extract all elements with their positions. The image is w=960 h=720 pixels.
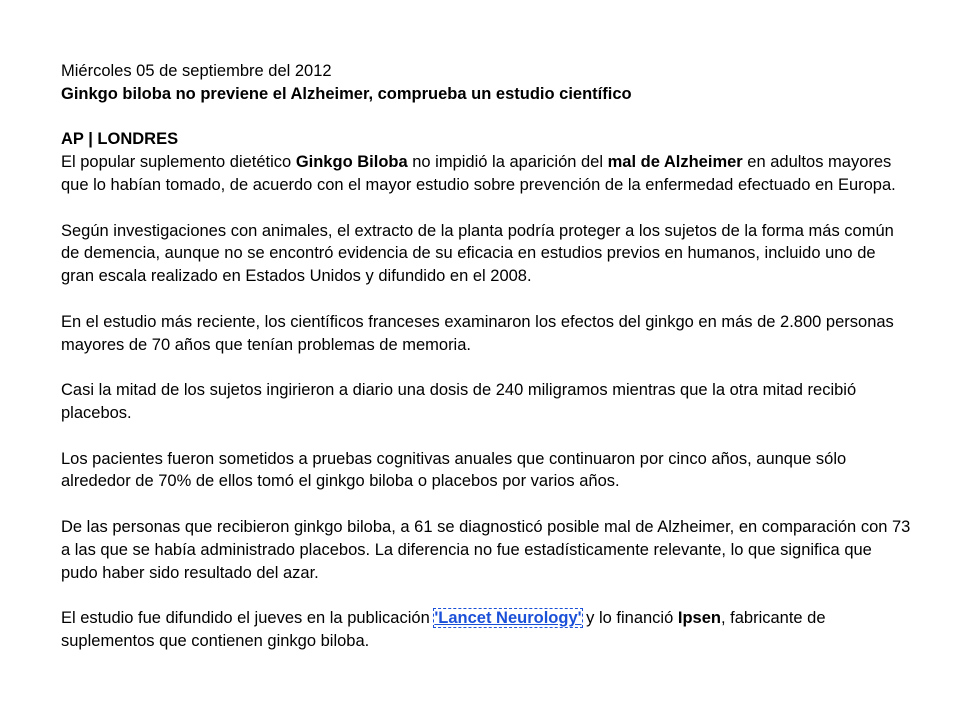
- paragraph-7: [61, 607, 911, 653]
- paragraph-3: En el estudio más reciente, los científicos franceses examinaron los efectos del ginkgo en más de 2.800 personas mayores de 70 años que tenían problemas de memoria.: [61, 312, 894, 354]
- p1-text-2: no impidió la aparición del: [407, 153, 608, 172]
- article: [61, 60, 911, 653]
- p7-text-3: , fabricante de suplementos que contienen ginkgo biloba.: [61, 609, 826, 650]
- paragraph-1: [61, 151, 911, 197]
- p7-text-1: El estudio fue difundido el jueves en la publicación: [61, 609, 435, 628]
- paragraph-4: Casi la mitad de los sujetos ingirieron a diario una dosis de 240 miligramos mientras que la otra mitad recibió placebos.: [61, 381, 857, 422]
- p1-text-3: en adultos mayores que lo habían tomado, de acuerdo con el mayor estudio sobre prevención de la enfermedad efectuado en Europa.: [61, 153, 896, 194]
- paragraph-6: De las personas que recibieron ginkgo biloba, a 61 se diagnosticó posible mal de Alzheimer, en comparación con 73 a las que se había administrado placebos. La diferencia no fue estadísticamente relevante, lo que significa que pudo haber sido resultado del azar.: [61, 517, 911, 582]
- lancet-neurology-link[interactable]: 'Lancet Neurology': [434, 609, 582, 628]
- p1-bold-alzheimer: mal de Alzheimer: [607, 153, 743, 172]
- p7-text-2: y lo financió: [581, 609, 678, 628]
- paragraph-2: Según investigaciones con animales, el extracto de la planta podría proteger a los sujetos de la forma más común de demencia, aunque no se encontró evidencia de su eficacia en estudios previos en humanos, incluido uno de gran escala realizado en Estados Unidos y difundido en el 2008.: [61, 221, 894, 286]
- article-headline: Ginkgo biloba no previene el Alzheimer, comprueba un estudio científico: [61, 84, 632, 103]
- article-byline: AP | LONDRES: [61, 130, 179, 149]
- p7-bold-ipsen: Ipsen: [677, 609, 721, 628]
- paragraph-5: Los pacientes fueron sometidos a pruebas cognitivas anuales que continuaron por cinco años, aunque sólo alrededor de 70% de ellos tomó el ginkgo biloba o placebos por varios años.: [61, 449, 847, 491]
- p1-text-1: El popular suplemento dietético: [61, 153, 296, 172]
- article-date: Miércoles 05 de septiembre del 2012: [61, 62, 332, 80]
- p1-bold-ginkgo: Ginkgo Biloba: [295, 153, 408, 172]
